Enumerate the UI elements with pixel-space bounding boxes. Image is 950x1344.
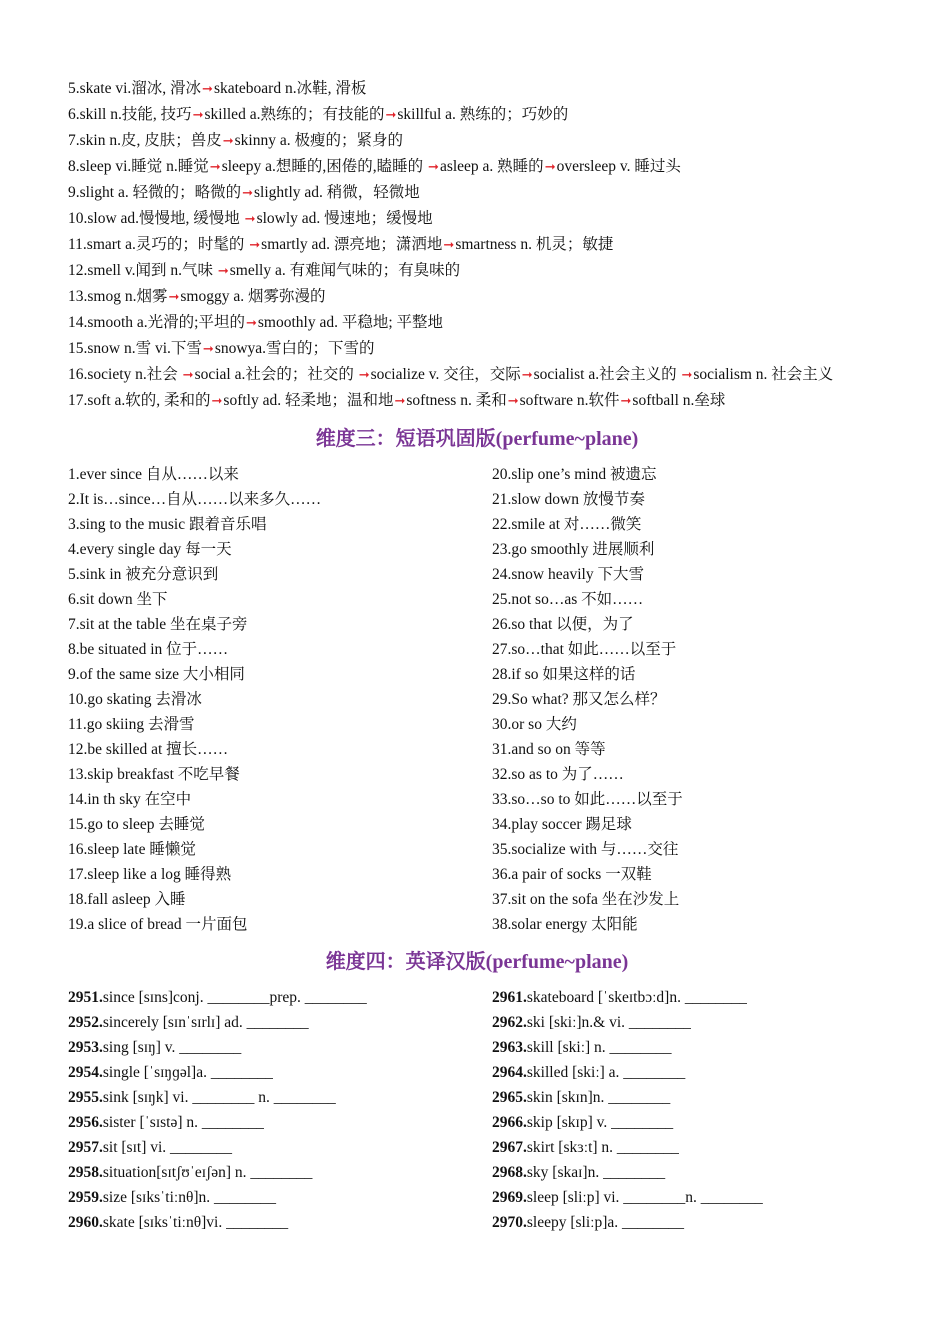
right-arrow-icon: ➞ bbox=[428, 160, 439, 175]
vocab-item bbox=[68, 1160, 488, 1185]
right-arrow-icon: ➞ bbox=[620, 394, 632, 409]
vocab-text: skateboard [ˈskeɪtbɔːd]n. ________ bbox=[526, 989, 747, 1006]
phrase-item: 30.or so 大约 bbox=[492, 716, 577, 733]
right-arrow-icon: ➞ bbox=[385, 108, 397, 123]
word-entry: 13.smog n.烟雾 bbox=[68, 288, 168, 305]
phrase-item: 14.in th sky 在空中 bbox=[68, 791, 192, 808]
phrase-item: 38.solar energy 太阳能 bbox=[492, 916, 638, 933]
word-family-line bbox=[68, 76, 886, 102]
phrase-item: 11.go skiing 去滑雪 bbox=[68, 716, 195, 733]
vocab-number: 2964. bbox=[492, 1064, 527, 1081]
vocab-number: 2960. bbox=[68, 1214, 103, 1231]
right-arrow-icon: ➞ bbox=[242, 186, 253, 201]
word-entry: 12.smell v.闻到 n.气味 bbox=[68, 262, 217, 279]
phrase-item: 29.So what? 那又怎么样？ bbox=[492, 691, 666, 708]
vocab-item bbox=[492, 1110, 886, 1135]
vocab-text: sink [sɪŋk] vi. ________ n. ________ bbox=[102, 1089, 336, 1106]
word-entry: 8.sleep vi.睡觉 n.睡觉 bbox=[68, 158, 209, 175]
word-entry: socialist a.社会主义的 bbox=[533, 366, 681, 383]
vocab-text: size [sɪksˈtiːnθ]n. ________ bbox=[102, 1189, 277, 1206]
translation-columns bbox=[68, 985, 886, 1235]
phrase-column-right bbox=[492, 462, 886, 937]
vocab-text: sky [skaɪ]n. ________ bbox=[526, 1164, 666, 1181]
vocab-item bbox=[68, 1085, 488, 1110]
phrase-item: 24.snow heavily 下大雪 bbox=[492, 566, 644, 583]
phrase-item: 12.be skilled at 擅长…… bbox=[68, 741, 229, 758]
vocab-text: skill [skiː] n. ________ bbox=[526, 1039, 672, 1056]
section-heading-phrases: 维度三：短语巩固版(perfume~plane) bbox=[315, 428, 639, 450]
vocab-number: 2955. bbox=[68, 1089, 103, 1106]
vocab-text: sleepy [sliːp]a. ________ bbox=[526, 1214, 685, 1231]
phrase-item: 7.sit at the table 坐在桌子旁 bbox=[68, 616, 248, 633]
word-entry: smoggy a. 烟雾弥漫的 bbox=[180, 288, 326, 305]
right-arrow-icon: ➞ bbox=[168, 290, 180, 305]
word-entry: 6.skill n.技能, 技巧 bbox=[68, 106, 192, 123]
phrase-item: 35.socialize with 与……交往 bbox=[492, 841, 679, 858]
vocab-number: 2951. bbox=[68, 989, 103, 1006]
vocab-text: skilled [skiː] a. ________ bbox=[526, 1064, 686, 1081]
vocab-number: 2957. bbox=[68, 1139, 103, 1156]
phrase-item: 36.a pair of socks 一双鞋 bbox=[492, 866, 652, 883]
vocab-item bbox=[68, 1060, 488, 1085]
vocab-item bbox=[68, 1210, 488, 1235]
word-entry: skinny a. 极瘦的；紧身的 bbox=[234, 132, 403, 149]
right-arrow-icon: ➞ bbox=[192, 108, 204, 123]
word-family-line bbox=[68, 180, 886, 206]
phrase-item: 21.slow down 放慢节奏 bbox=[492, 491, 645, 508]
word-entry: 5.skate vi.溜冰, 滑冰 bbox=[68, 80, 202, 97]
vocab-item bbox=[68, 985, 488, 1010]
word-entry: 10.slow ad.慢慢地, 缓慢地 bbox=[68, 210, 244, 227]
word-family-line bbox=[68, 128, 886, 154]
word-entry: 7.skin n.皮, 皮肤；兽皮 bbox=[68, 132, 222, 149]
vocab-number: 2962. bbox=[492, 1014, 527, 1031]
right-arrow-icon: ➞ bbox=[681, 368, 693, 383]
vocab-item bbox=[68, 1110, 488, 1135]
word-entry: skilled a.熟练的；有技能的 bbox=[204, 106, 385, 123]
vocab-number: 2959. bbox=[68, 1189, 103, 1206]
vocab-text: skate [sɪksˈtiːnθ]vi. ________ bbox=[102, 1214, 289, 1231]
vocab-item bbox=[492, 1185, 886, 1210]
vocab-number: 2958. bbox=[68, 1164, 103, 1181]
word-entry: sleepy a.想睡的,困倦的,瞌睡的 bbox=[221, 158, 428, 175]
word-family-line bbox=[68, 284, 886, 310]
word-entry: softball n.垒球 bbox=[632, 392, 726, 409]
vocab-number: 2967. bbox=[492, 1139, 527, 1156]
vocab-number: 2969. bbox=[492, 1189, 527, 1206]
word-family-line bbox=[68, 336, 886, 362]
vocab-number: 2965. bbox=[492, 1089, 527, 1106]
vocab-number: 2966. bbox=[492, 1114, 527, 1131]
vocab-text: situation[sɪtʃʊˈeɪʃən] n. ________ bbox=[102, 1164, 313, 1181]
word-entry: softly ad. 轻柔地；温和地 bbox=[223, 392, 394, 409]
vocab-number: 2970. bbox=[492, 1214, 527, 1231]
word-entry: smartness n. 机灵；敏捷 bbox=[455, 236, 614, 253]
translation-column-left bbox=[68, 985, 488, 1235]
word-entry: skateboard n.冰鞋, 滑板 bbox=[213, 80, 367, 97]
word-entry: softness n. 柔和 bbox=[406, 392, 507, 409]
document-page bbox=[68, 76, 886, 1235]
vocab-text: sincerely [sɪnˈsɪrlɪ] ad. ________ bbox=[102, 1014, 309, 1031]
vocab-text: sit [sɪt] vi. ________ bbox=[102, 1139, 233, 1156]
word-family-line bbox=[68, 310, 886, 336]
phrase-item: 17.sleep like a log 睡得熟 bbox=[68, 866, 232, 883]
right-arrow-icon: ➞ bbox=[244, 212, 256, 227]
right-arrow-icon: ➞ bbox=[217, 264, 229, 279]
word-entry: software n.软件 bbox=[519, 392, 620, 409]
phrase-item: 2.It is…since…自从……以来多久…… bbox=[68, 491, 322, 508]
word-entry: social a.社会的；社交的 bbox=[194, 366, 358, 383]
phrase-item: 10.go skating 去滑冰 bbox=[68, 691, 202, 708]
right-arrow-icon: ➞ bbox=[222, 134, 234, 149]
vocab-text: skin [skɪn]n. ________ bbox=[526, 1089, 671, 1106]
phrase-item: 31.and so on 等等 bbox=[492, 741, 606, 758]
vocab-number: 2954. bbox=[68, 1064, 103, 1081]
vocab-number: 2952. bbox=[68, 1014, 103, 1031]
phrase-item: 26.so that 以便，为了 bbox=[492, 616, 634, 633]
phrase-item: 16.sleep late 睡懒觉 bbox=[68, 841, 196, 858]
vocab-text: ski [skiː]n.& vi. ________ bbox=[526, 1014, 691, 1031]
vocab-text: sister [ˈsɪstə] n. ________ bbox=[102, 1114, 264, 1131]
phrase-columns bbox=[68, 462, 886, 937]
right-arrow-icon: ➞ bbox=[394, 394, 406, 409]
vocab-number: 2961. bbox=[492, 989, 527, 1006]
word-entry: 14.smooth a.光滑的;平坦的 bbox=[68, 314, 245, 331]
word-entry: 17.soft a.软的, 柔和的 bbox=[68, 392, 211, 409]
vocab-text: sing [sɪŋ] v. ________ bbox=[102, 1039, 242, 1056]
section-heading-translation: 维度四：英译汉版(perfume~plane) bbox=[325, 951, 629, 973]
word-entry: socialism n. 社会主义 bbox=[693, 366, 834, 383]
word-entry: 11.smart a.灵巧的；时髦的 bbox=[68, 236, 249, 253]
phrase-item: 22.smile at 对……微笑 bbox=[492, 516, 642, 533]
translation-column-right bbox=[492, 985, 886, 1235]
word-family-line bbox=[68, 206, 886, 232]
vocab-text: single [ˈsɪŋɡəl]a. ________ bbox=[102, 1064, 273, 1081]
word-entry: socialize v. 交往，交际 bbox=[370, 366, 521, 383]
phrase-item: 4.every single day 每一天 bbox=[68, 541, 232, 558]
right-arrow-icon: ➞ bbox=[209, 160, 221, 175]
right-arrow-icon: ➞ bbox=[182, 368, 194, 383]
right-arrow-icon: ➞ bbox=[443, 238, 455, 253]
phrase-item: 23.go smoothly 进展顺利 bbox=[492, 541, 655, 558]
vocab-text: sleep [sliːp] vi. ________n. ________ bbox=[526, 1189, 763, 1206]
vocab-item bbox=[492, 1010, 886, 1035]
phrase-item: 25.not so…as 不如…… bbox=[492, 591, 644, 608]
word-entry: snowya.雪白的；下雪的 bbox=[214, 340, 375, 357]
vocab-item bbox=[492, 1210, 886, 1235]
phrase-item: 15.go to sleep 去睡觉 bbox=[68, 816, 205, 833]
phrase-item: 33.so…so to 如此……以至于 bbox=[492, 791, 683, 808]
phrase-item: 28.if so 如果这样的话 bbox=[492, 666, 636, 683]
vocab-item bbox=[492, 1135, 886, 1160]
vocab-text: skirt [skɜːt] n. ________ bbox=[526, 1139, 679, 1156]
phrase-item: 32.so as to 为了…… bbox=[492, 766, 624, 783]
right-arrow-icon: ➞ bbox=[202, 82, 213, 97]
word-entry: asleep a. 熟睡的 bbox=[439, 158, 544, 175]
word-entry: smartly ad. 漂亮地；潇洒地 bbox=[261, 236, 443, 253]
phrase-item: 20.slip one’s mind 被遗忘 bbox=[492, 466, 657, 483]
word-family-line bbox=[68, 154, 886, 180]
word-entry: slowly ad. 慢速地；缓慢地 bbox=[256, 210, 433, 227]
word-entry: smoothly ad. 平稳地; 平整地 bbox=[257, 314, 444, 331]
right-arrow-icon: ➞ bbox=[211, 394, 223, 409]
phrase-item: 5.sink in 被充分意识到 bbox=[68, 566, 219, 583]
phrase-item: 6.sit down 坐下 bbox=[68, 591, 168, 608]
word-entry: oversleep v. 睡过头 bbox=[556, 158, 681, 175]
vocab-item bbox=[68, 1135, 488, 1160]
phrase-item: 37.sit on the sofa 坐在沙发上 bbox=[492, 891, 680, 908]
vocab-item bbox=[492, 1060, 886, 1085]
vocab-item bbox=[492, 1085, 886, 1110]
phrase-column-left bbox=[68, 462, 488, 937]
vocab-item bbox=[68, 1185, 488, 1210]
vocab-number: 2963. bbox=[492, 1039, 527, 1056]
vocab-item bbox=[492, 1035, 886, 1060]
word-entry: skillful a. 熟练的；巧妙的 bbox=[397, 106, 569, 123]
phrase-item: 19.a slice of bread 一片面包 bbox=[68, 916, 248, 933]
phrase-item: 34.play soccer 踢足球 bbox=[492, 816, 632, 833]
vocab-item bbox=[68, 1010, 488, 1035]
phrase-item: 27.so…that 如此……以至于 bbox=[492, 641, 677, 658]
word-family-line bbox=[68, 232, 886, 258]
word-family-line bbox=[68, 362, 886, 388]
vocab-number: 2956. bbox=[68, 1114, 103, 1131]
right-arrow-icon: ➞ bbox=[521, 368, 533, 383]
word-family-line bbox=[68, 258, 886, 284]
word-entry: 9.slight a. 轻微的；略微的 bbox=[68, 184, 242, 201]
vocab-text: since [sɪns]conj. ________prep. ________ bbox=[102, 989, 367, 1006]
word-entry: slightly ad. 稍微，轻微地 bbox=[254, 184, 420, 201]
phrase-item: 1.ever since 自从……以来 bbox=[68, 466, 239, 483]
word-family-list bbox=[68, 76, 886, 414]
vocab-number: 2953. bbox=[68, 1039, 103, 1056]
phrase-item: 8.be situated in 位于…… bbox=[68, 641, 229, 658]
vocab-item bbox=[492, 1160, 886, 1185]
phrase-item: 13.skip breakfast 不吃早餐 bbox=[68, 766, 240, 783]
vocab-number: 2968. bbox=[492, 1164, 527, 1181]
right-arrow-icon: ➞ bbox=[245, 316, 257, 331]
word-entry: 15.snow n.雪 vi.下雪 bbox=[68, 340, 202, 357]
vocab-item bbox=[492, 985, 886, 1010]
vocab-text: skip [skɪp] v. ________ bbox=[526, 1114, 674, 1131]
phrase-item: 18.fall asleep 入睡 bbox=[68, 891, 186, 908]
right-arrow-icon: ➞ bbox=[249, 238, 261, 253]
word-entry: smelly a. 有难闻气味的；有臭味的 bbox=[229, 262, 461, 279]
word-entry: 16.society n.社会 bbox=[68, 366, 182, 383]
phrase-item: 9.of the same size 大小相同 bbox=[68, 666, 245, 683]
phrase-item: 3.sing to the music 跟着音乐唱 bbox=[68, 516, 267, 533]
right-arrow-icon: ➞ bbox=[507, 394, 519, 409]
word-family-line bbox=[68, 388, 886, 414]
right-arrow-icon: ➞ bbox=[358, 368, 370, 383]
word-family-line bbox=[68, 102, 886, 128]
vocab-item bbox=[68, 1035, 488, 1060]
right-arrow-icon: ➞ bbox=[202, 342, 214, 357]
right-arrow-icon: ➞ bbox=[544, 160, 556, 175]
